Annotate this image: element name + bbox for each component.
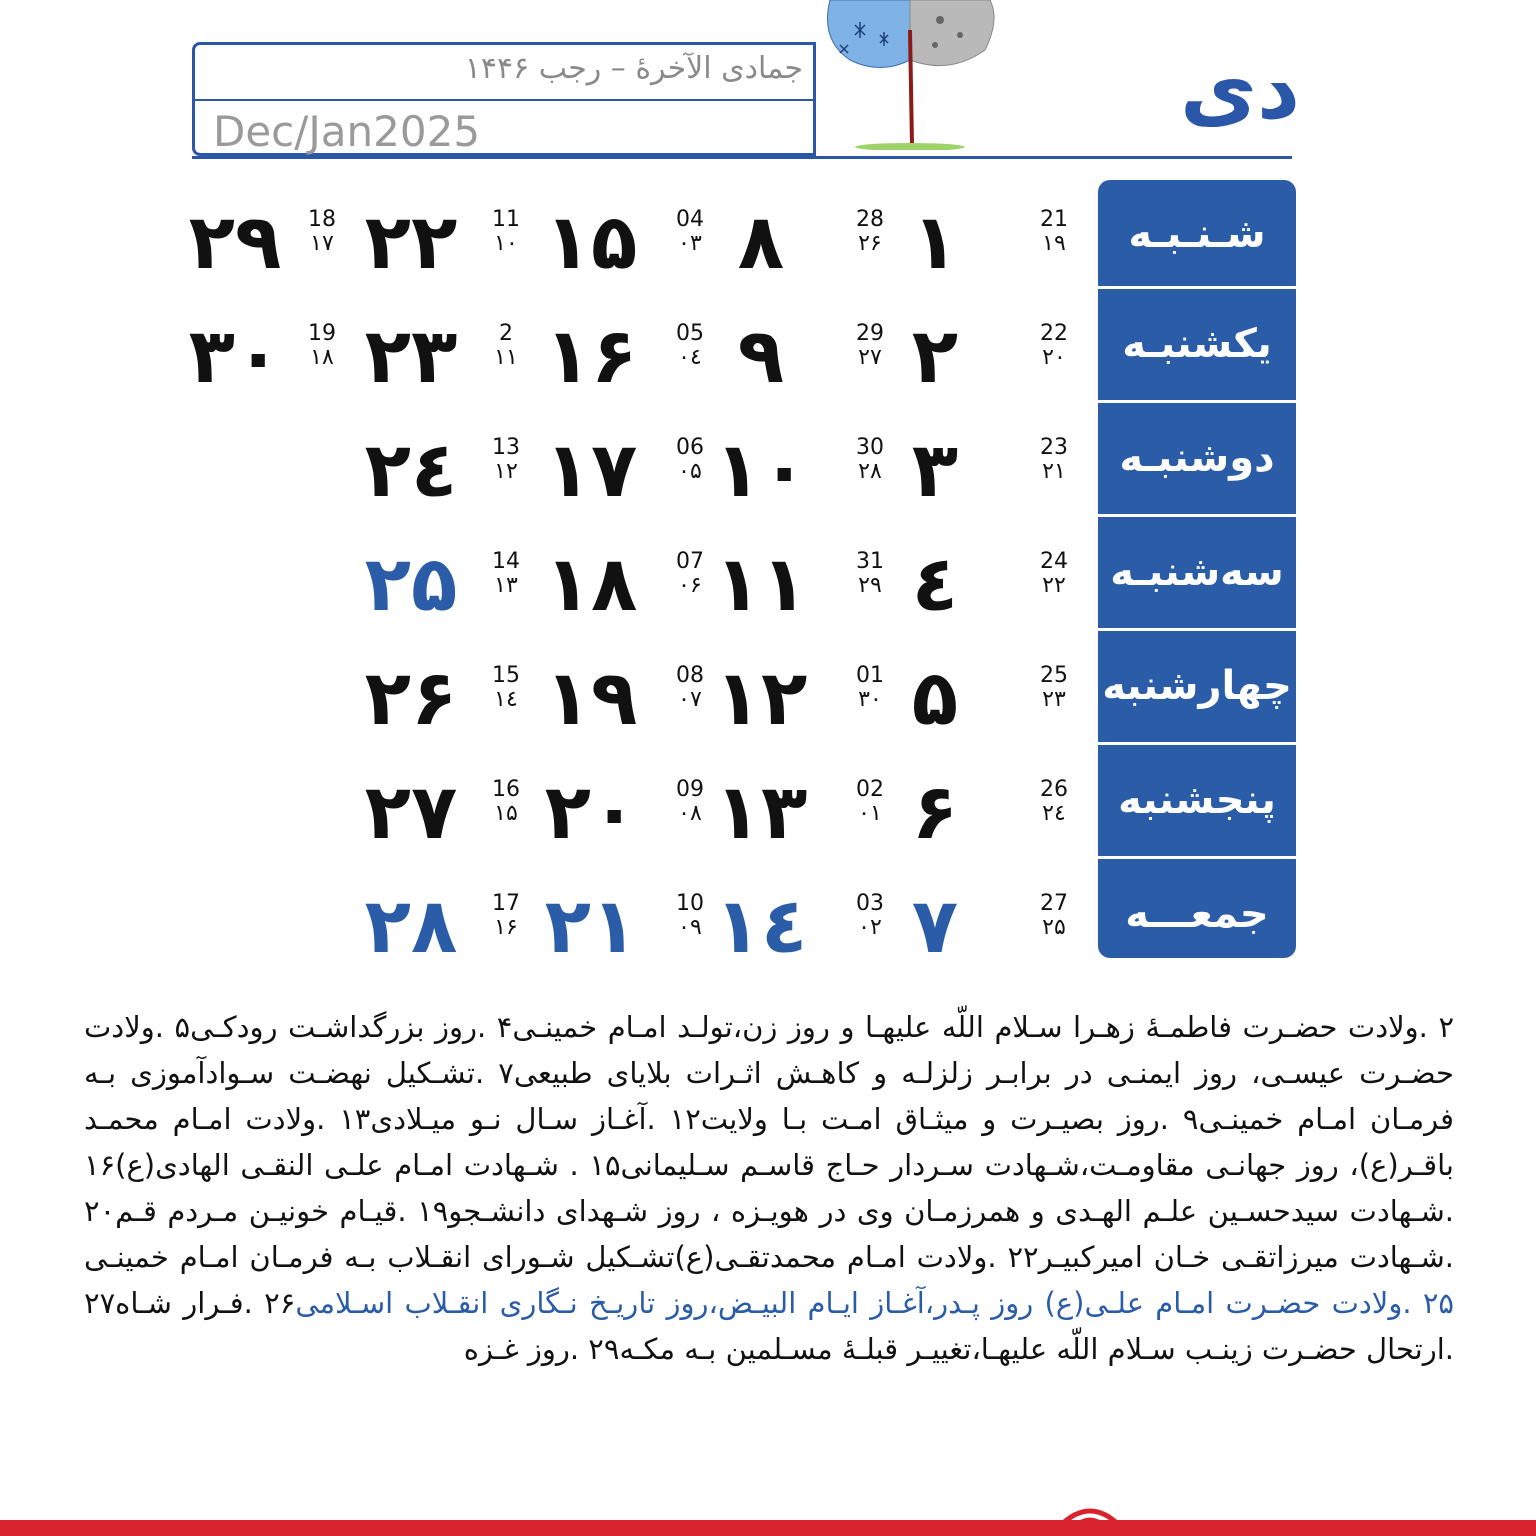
weekday-tuesday: سه‌شنبـه: [1110, 549, 1284, 595]
persian-day-number: ۱۳: [714, 767, 808, 856]
gregorian-day: 03: [856, 891, 884, 916]
persian-day-number: ۱۹: [544, 653, 638, 742]
hijri-day: ۳۰: [858, 687, 882, 713]
persian-day-number: ۶: [911, 767, 959, 856]
weekday-separator: [1098, 400, 1296, 403]
secondary-dates: [486, 322, 526, 370]
hijri-day: ۲۱: [1042, 459, 1066, 485]
gregorian-day: 08: [676, 663, 704, 688]
gregorian-day: 23: [1040, 435, 1068, 460]
gregorian-day: 18: [308, 207, 336, 232]
persian-day-number: ۳: [911, 425, 959, 514]
secondary-dates: [1034, 550, 1074, 598]
weekday-column: [1098, 180, 1296, 958]
gregorian-day: 27: [1040, 891, 1068, 916]
weekday-thursday: پنجشنبه: [1118, 777, 1276, 823]
gregorian-day: 01: [856, 663, 884, 688]
secondary-dates: [486, 892, 526, 940]
persian-day-number: ۷: [911, 881, 959, 970]
hijri-day: ۰۳: [678, 231, 702, 257]
secondary-dates: [486, 550, 526, 598]
gregorian-day: 02: [856, 777, 884, 802]
secondary-dates: [850, 322, 890, 370]
gregorian-day: 09: [676, 777, 704, 802]
hijri-day: ۲۲: [1042, 573, 1066, 599]
gregorian-day: 25: [1040, 663, 1068, 688]
persian-day-number: ۲۹: [188, 197, 282, 286]
gregorian-day: 17: [492, 891, 520, 916]
persian-day-number: ۲۰: [544, 767, 638, 856]
secondary-dates: [670, 322, 710, 370]
gregorian-day: 21: [1040, 207, 1068, 232]
persian-day-number: ۵: [911, 653, 959, 742]
persian-day-number: ۲۱: [544, 881, 638, 970]
secondary-dates: [850, 778, 890, 826]
persian-day-number: ۲۲: [364, 197, 458, 286]
gregorian-day: 29: [856, 321, 884, 346]
winter-tree-illustration: [810, 0, 1000, 150]
hijri-day: ۰۵: [678, 459, 702, 485]
weekday-separator: [1098, 628, 1296, 631]
hijri-day: ۲۷: [858, 345, 882, 371]
gregorian-day: 07: [676, 549, 704, 574]
secondary-dates: [850, 892, 890, 940]
gregorian-day: 15: [492, 663, 520, 688]
secondary-dates: [302, 208, 342, 256]
secondary-dates: [850, 664, 890, 712]
hijri-day: ۰٤: [678, 345, 702, 371]
secondary-dates: [670, 778, 710, 826]
persian-day-number: ۱۱: [714, 539, 808, 628]
events-description: [84, 1004, 1454, 1372]
persian-day-number: ۲۸: [364, 881, 458, 970]
secondary-dates: [670, 436, 710, 484]
weekday-saturday: شـنـبـه: [1128, 211, 1266, 257]
hijri-day: ۱۹: [1042, 231, 1066, 257]
persian-day-number: ۱۲: [714, 653, 808, 742]
gregorian-day: 06: [676, 435, 704, 460]
secondary-dates: [486, 436, 526, 484]
persian-day-number: ۲۶: [364, 653, 458, 742]
persian-day-number: ۱۵: [544, 197, 638, 286]
hijri-month-label: جمادی الآخرۀ – رجب ۱۴۴۶: [464, 51, 803, 86]
hijri-day: ۰۲: [858, 915, 882, 941]
persian-day-number: ٤: [911, 539, 959, 628]
persian-day-number: ۲٤: [364, 425, 458, 514]
secondary-dates: [486, 208, 526, 256]
gregorian-day: 26: [1040, 777, 1068, 802]
persian-day-number: ۳۰: [188, 311, 282, 400]
hijri-day: ۲۸: [858, 459, 882, 485]
secondary-dates: [670, 550, 710, 598]
hijri-day: ۱۶: [494, 915, 518, 941]
gregorian-day: 19: [308, 321, 336, 346]
hijri-day: ۰۸: [678, 801, 702, 827]
hijri-day: ۲۹: [858, 573, 882, 599]
secondary-dates: [670, 664, 710, 712]
persian-day-number: ۱۸: [544, 539, 638, 628]
secondary-dates: [486, 778, 526, 826]
weekday-separator: [1098, 286, 1296, 289]
persian-month-title: دی: [1180, 40, 1301, 138]
weekday-wednesday: چهارشنبه: [1102, 663, 1292, 709]
secondary-dates: [670, 208, 710, 256]
hijri-day: ۱۸: [310, 345, 334, 371]
persian-day-number: ۱۰: [714, 425, 808, 514]
hijri-day: ۰۹: [678, 915, 702, 941]
hijri-day: ۱۳: [494, 573, 518, 599]
secondary-dates: [1034, 892, 1074, 940]
gregorian-day: 11: [492, 207, 520, 232]
hijri-day: ۰۱: [858, 801, 882, 827]
hijri-day: ۲۰: [1042, 345, 1066, 371]
persian-day-number: ۱۷: [544, 425, 638, 514]
secondary-dates: [1034, 208, 1074, 256]
persian-day-number: ۱۶: [544, 311, 638, 400]
gregorian-day: 28: [856, 207, 884, 232]
gregorian-day: 13: [492, 435, 520, 460]
header-box: [192, 42, 816, 156]
secondary-dates: [850, 208, 890, 256]
persian-day-number: ۱: [911, 197, 959, 286]
gregorian-day: 16: [492, 777, 520, 802]
gregorian-day: 04: [676, 207, 704, 232]
persian-day-number: ۲۵: [364, 539, 458, 628]
weekday-separator: [1098, 856, 1296, 859]
hijri-day: ۲٤: [1042, 801, 1066, 827]
gregorian-day: 24: [1040, 549, 1068, 574]
hijri-day: ۱۰: [494, 231, 518, 257]
hijri-day: ۱۱: [494, 345, 518, 371]
secondary-dates: [1034, 664, 1074, 712]
secondary-dates: [670, 892, 710, 940]
secondary-dates: [302, 322, 342, 370]
weekday-separator: [1098, 742, 1296, 745]
persian-day-number: ۹: [737, 311, 785, 400]
hijri-day: ۲۳: [1042, 687, 1066, 713]
events-text-part1: ۲ .ولادت حضـرت فاطمـۀ زهـرا سـلام اللّه علیهـا و روز زن،تولـد امـام خمینـی۴ .روز بزرگداشـت رودکـی۵ .ولادت حضـرت عیسـی، روز ایمنـی در برابـر زلزلـه و کاهـش اثـرات بلایای طبیعی۷ .تشـکیل نهضـت سـوادآموزی بـه فرمـان امـام خمینـی۹ .روز بصیـرت و میثـاق امـت بـا ولایت۱۲ .آغـاز سـال نـو میـلادی۱۳ .ولادت امـام محمـد باقـر(ع)، روز جهانـی مقاومـت،شـهادت سـردار حـاج قاسـم سـلیمانی۱۵ . شـهادت امـام علـی النقـی الهادی(ع)۱۶ .شـهادت سیدحسـین علـم الهـدی و همرزمـان وی در هویـزه ، روز شـهدای دانشـجو۱۹ .قیـام خونیـن مـردم قـم۲۰ .شـهادت میرزاتقـی خـان امیرکبیـر۲۲ .ولادت امـام محمدتقـی(ع)تشـکیل شـورای انقـلاب بـه فرمـان امـام خمینـی: [84, 1010, 1455, 1274]
persian-day-number: ۲۷: [364, 767, 458, 856]
secondary-dates: [850, 436, 890, 484]
persian-day-number: ۸: [737, 197, 785, 286]
hijri-day: ۱۲: [494, 459, 518, 485]
secondary-dates: [1034, 436, 1074, 484]
persian-day-number: ۲۳: [364, 311, 458, 400]
secondary-dates: [850, 550, 890, 598]
persian-day-number: ۱٤: [714, 881, 808, 970]
secondary-dates: [1034, 322, 1074, 370]
secondary-dates: [486, 664, 526, 712]
hijri-day: ۱۵: [494, 801, 518, 827]
hijri-day: ۲۵: [1042, 915, 1066, 941]
gregorian-day: 14: [492, 549, 520, 574]
gregorian-day: 31: [856, 549, 884, 574]
weekday-sunday: یکشنبـه: [1122, 321, 1272, 367]
gregorian-day: 30: [856, 435, 884, 460]
hijri-day: ۱۷: [310, 231, 334, 257]
gregorian-day: 05: [676, 321, 704, 346]
header-divider: [195, 99, 813, 101]
hijri-day: ۰۷: [678, 687, 702, 713]
events-text-part3: ۲۶ .فـرار شـاه۲۷ .ارتحال حضـرت زینـب سـلام اللّه علیهـا،تغییـر قبلـۀ مسـلمین بـه مکـه۲۹ .روز غـزه: [84, 1286, 1454, 1366]
footer-bar: [0, 1520, 1536, 1536]
gregorian-day: 2: [499, 321, 513, 346]
persian-day-number: ۲: [911, 311, 959, 400]
header-underline: [192, 156, 1292, 159]
weekday-friday: جمعـــه: [1125, 891, 1269, 937]
gregorian-day: 10: [676, 891, 704, 916]
hijri-day: ۰۶: [678, 573, 702, 599]
hijri-day: ۱٤: [494, 687, 518, 713]
weekday-separator: [1098, 514, 1296, 517]
secondary-dates: [1034, 778, 1074, 826]
weekday-monday: دوشنبـه: [1119, 435, 1275, 481]
gregorian-month-label: Dec/Jan2025: [213, 107, 481, 156]
events-text-highlight: ۲۵ .ولادت حضـرت امـام علـی(ع) روز پـدر،آغـاز ایـام البیـض،روز تاریـخ نـگاری انقـلاب اسـلامی: [295, 1286, 1454, 1320]
gregorian-day: 22: [1040, 321, 1068, 346]
hijri-day: ۲۶: [858, 231, 882, 257]
